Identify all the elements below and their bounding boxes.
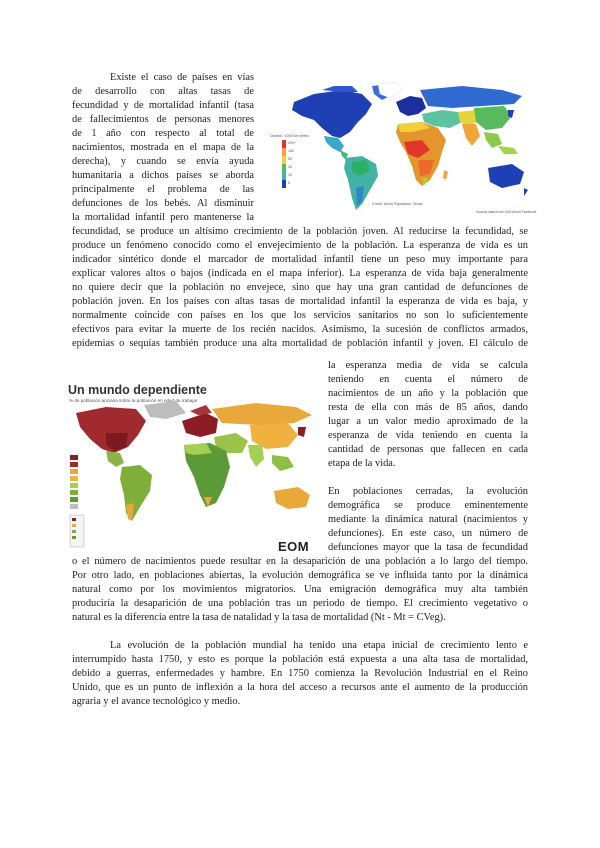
p1-line-26: esperanza de vida teniendo en cuenta la xyxy=(328,430,528,441)
world-map-dependency xyxy=(66,383,324,561)
p1-line-12: fecundidad, se produce un altísimo crecimiento de la población joven. Al reducirse la fecundidad, se xyxy=(72,226,528,237)
map-source: Credit: World Population, Terms xyxy=(372,202,423,206)
map-subtitle: % de población anciana sobre la población en edad de trabajar xyxy=(69,398,198,403)
p2-line-8: natural como por los movimientos migratorios. Una emigración demográfica muy alta también xyxy=(72,584,528,595)
p2-line-4: defunciones). En este caso, un número de xyxy=(328,528,528,539)
legend-value-3: 50 xyxy=(288,157,292,161)
p1-line-5: de 1 año con respecto al total de xyxy=(72,128,254,139)
legend-title: Deaths / 1000 live births xyxy=(270,134,309,138)
legend-value-1: 200+ xyxy=(288,141,297,145)
world-map-infant-mortality xyxy=(262,80,530,218)
p1-line-16: no quiere decir que la población no envejece, sino que hay una gran cantidad de defunciones de xyxy=(72,282,528,293)
legend-value-2: 100 xyxy=(288,149,294,153)
dependency-legend xyxy=(70,455,84,547)
p3-line-1: La evolución de la población mundial ha tenido una etapa inicial de crecimiento lento e xyxy=(110,640,528,651)
p1-line-6: nacimientos, mostrada en el mapa de la xyxy=(72,142,254,153)
p2-line-5: defunciones mayor que la tasa de fecundidad xyxy=(328,542,528,553)
p1-line-23: nacimientos de un año y la población que xyxy=(328,388,528,399)
p1-line-24: resta de ella con más de 85 años, dando xyxy=(328,402,528,413)
dependency-ratio-map xyxy=(66,383,324,561)
eom-logo: EOM xyxy=(278,539,310,554)
p2-line-9: produciría la desaparición de una población tras un periodo de tiempo. El crecimiento vegetativo o xyxy=(72,598,528,609)
p1-line-11: la mortalidad infantil pero mantenerse la xyxy=(72,212,254,223)
p1-line-7: derecha), y cuando se envía ayuda xyxy=(72,156,254,167)
p1-line-8: humanitaria a dichos países se aborda xyxy=(72,170,254,181)
legend-value-6: 5 xyxy=(288,181,290,185)
p1-line-25: lugar a un valor medio aproximado de la xyxy=(328,416,528,427)
p2-line-6: o el número de nacimientos puede resultar en la desaparición de una población a lo largo del tiempo. xyxy=(72,556,528,567)
p1-line-19: efectivos para evitar la muerte de los recién nacidos. Asimismo, la sucesión de conflictos armados, xyxy=(72,324,528,335)
p3-line-5: agraria y el avance tecnológico y medio. xyxy=(72,696,241,707)
p1-line-4: de fallecimientos de personas menores xyxy=(72,114,254,125)
p2-line-10: natural es la diferencia entre la tasa de natalidad y la tasa de mortalidad (Nt - Mt = CVeg). xyxy=(72,612,446,623)
p1-line-13: produce un fenómeno conocido como el envejecimiento de la población. La esperanza de vida es un xyxy=(72,240,528,251)
legend-value-5: 10 xyxy=(288,173,292,177)
p1-line-21: la esperanza media de vida se calcula xyxy=(328,360,528,371)
p1-line-28: etapa de la vida. xyxy=(328,458,396,469)
p1-line-2: de desarrollo con altas tasas de xyxy=(72,86,254,97)
p1-line-20: epidemias o sequías también produce una alta mortalidad de población infantil y joven. El cálculo de xyxy=(72,338,528,349)
mortality-legend xyxy=(282,140,286,188)
p3-line-3: debido a guerras, enfermedades y hambre. En 1750 comienza la Revolución Industrial en el Reino xyxy=(72,668,528,679)
p3-line-4: Unido, que es un punto de inflexión a la hora del acceso a recursos ante el aumento de la producción xyxy=(72,682,528,693)
legend-value-4: 20 xyxy=(288,165,292,169)
p2-line-3: mediante la dinámica natural (nacimientos y xyxy=(328,514,528,525)
p1-line-14: indicador sintético donde el marcador de mortalidad infantil tiene un peso muy importante para xyxy=(72,254,528,265)
p1-line-18: normalmente coincide con países en los que los servicios sanitarios no son lo suficientemente xyxy=(72,310,528,321)
p1-line-22: teniendo en cuenta el número de xyxy=(328,374,528,385)
p1-line-1: Existe el caso de países en vías xyxy=(110,72,254,83)
p1-line-3: fecundidad y de mortalidad infantil (tasa xyxy=(72,100,254,111)
p2-line-7: Por otro lado, en poblaciones abiertas, la evolución demográfica se ve influida tanto por la dinámica xyxy=(72,570,528,581)
p1-line-15: explicar valores altos o bajos (indicada en el mapa inferior). La esperanza de vida baja generalmente xyxy=(72,268,528,279)
p1-line-17: población joven. En los países con altas tasas de mortalidad infantil la esperanza de vida es baja, y xyxy=(72,296,528,307)
p1-line-27: cantidad de personas que fallecen en cada xyxy=(328,444,528,455)
p3-line-2: interrumpido hasta 1750, y esto es porque la población está expuesta a una alta tasa de mortalidad, xyxy=(72,654,528,665)
p2-line-1: En poblaciones cerradas, la evolución xyxy=(328,486,528,497)
map-title: Un mundo dependiente xyxy=(68,383,207,397)
p2-line-2: demográfica se produce eminentemente xyxy=(328,500,528,511)
p1-line-10: defunciones de los bebés. Al disminuir xyxy=(72,198,254,209)
map-credit: Source data from CIA World Factbook xyxy=(476,210,537,214)
infant-mortality-map xyxy=(262,80,537,218)
p1-line-9: principalmente el problema de las xyxy=(72,184,254,195)
